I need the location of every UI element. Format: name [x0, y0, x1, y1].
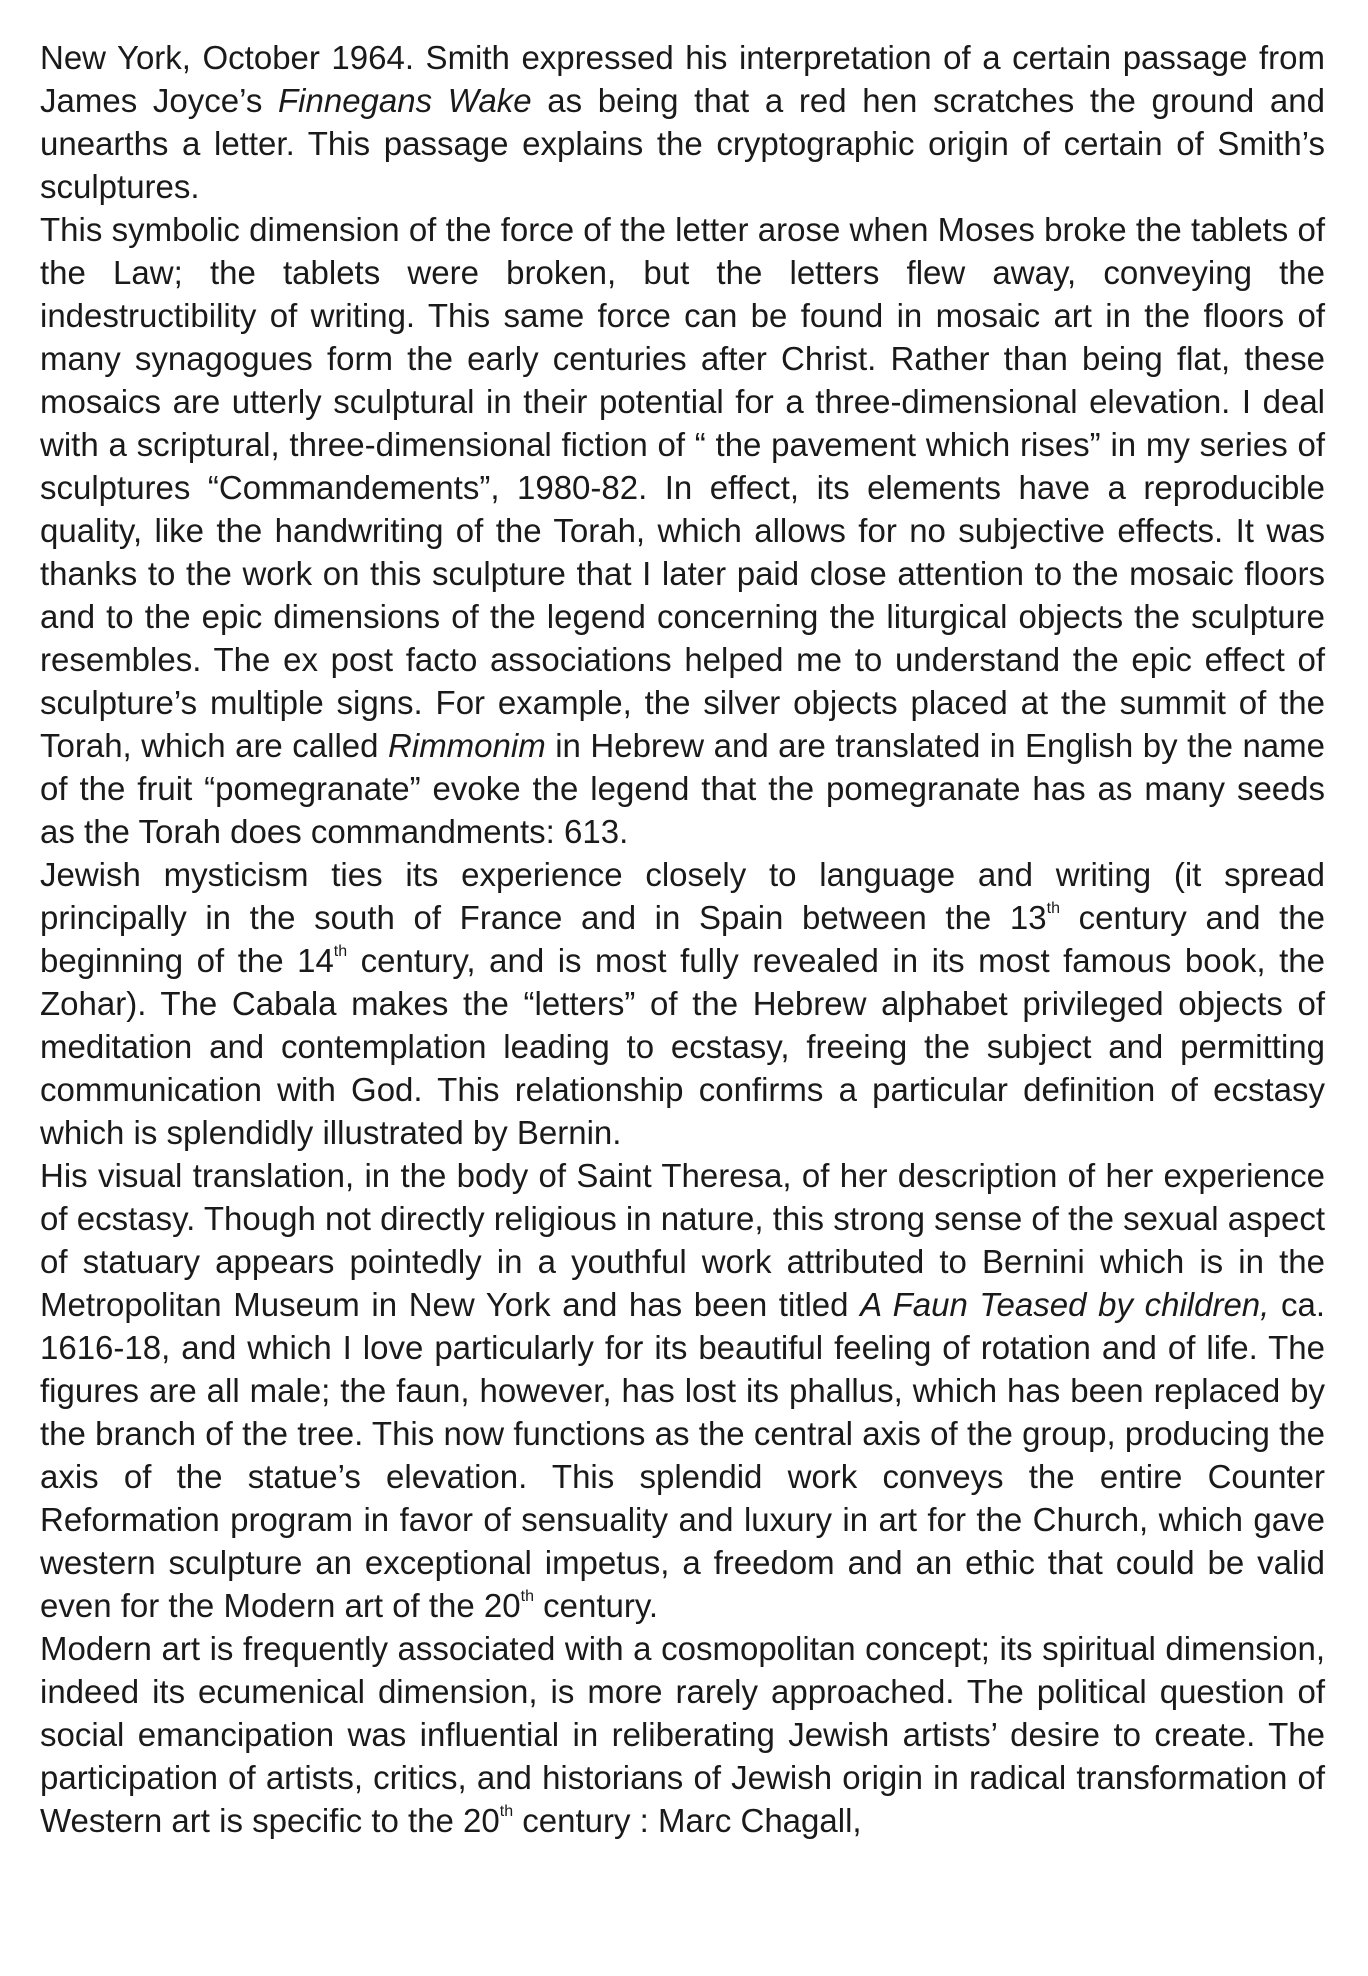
paragraph: [40, 1627, 1325, 1842]
text-run: century : Marc Chagall,: [513, 1802, 862, 1839]
text-run: ca. 1616-18, and which I love particularly for its beautiful feeling of rotation and of life. The figures are all male; the faun, however, has lost its phallus, which has been replaced by the branch of the tree. This now functions as the central axis of the group, producing the axis of the statue’s elevation. This splendid work conveys the entire Counter Reformation program in favor of sensuality and luxury in art for the Church, which gave western sculpture an exceptional impetus, a freedom and an ethic that could be valid even for the Modern art of the 20: [40, 1286, 1325, 1624]
paragraph: [40, 36, 1325, 208]
body-text: [40, 36, 1325, 1842]
text-run: in Hebrew and are translated in English by the name of the fruit “pomegranate” evoke the legend that the pomegranate has as many seeds as the Torah does commandments: 613.: [40, 727, 1326, 850]
paragraph: [40, 1154, 1325, 1627]
text-run: century, and is most fully revealed in its most famous book, the Zohar). The Cabala makes the “letters” of the Hebrew alphabet privileged objects of meditation and contemplation leading to ecstasy, freeing the subject and permitting communication with God. This relationship confirms a particular definition of ecstasy which is splendidly illustrated by Bernin.: [40, 942, 1325, 1151]
paragraph: [40, 853, 1325, 1154]
text-run: as being that a red hen scratches the ground and unearths a letter. This passage explains the cryptographic origin of certain of Smith’s sculptures.: [40, 82, 1325, 205]
italic-text: Finnegans Wake: [278, 82, 532, 119]
italic-text: Rimmonim: [388, 727, 546, 764]
paragraph: [40, 208, 1325, 853]
text-run: His visual translation, in the body of Saint Theresa, of her description of her experience of ecstasy. Though not directly religious in nature, this strong sense of the sexual aspect of statuary appears pointedly in a youthful work attributed to Bernini which is in the Metropolitan Museum in New York and has been titled: [40, 1157, 1325, 1323]
italic-text: A Faun Teased by children,: [860, 1286, 1270, 1323]
ordinal-suffix: th: [333, 943, 348, 960]
text-run: New York, October 1964. Smith expressed his interpretation of a certain passage from James Joyce’s: [40, 39, 1325, 119]
ordinal-suffix: th: [499, 1803, 514, 1820]
ordinal-suffix: th: [1046, 900, 1060, 917]
text-run: This symbolic dimension of the force of the letter arose when Moses broke the tablets of the Law; the tablets were broken, but the letters flew away, conveying the indestructibility of writing. This same force can be found in mosaic art in the floors of many synagogues form the early centuries after Christ. Rather than being flat, these mosaics are utterly sculptural in their potential for a three-dimensional elevation. I deal with a scriptural, three-dimensional fiction of “ the pavement which rises” in my series of sculptures “Commandements”, 1980-82. In effect, its elements have a reproducible quality, like the handwriting of the Torah, which allows for no subjective effects. It was thanks to the work on this sculpture that I later paid close attention to the mosaic floors and to the epic dimensions of the legend concerning the liturgical objects the sculpture resembles. The ex post facto associations helped me to understand the epic effect of sculpture’s multiple signs. For example, the silver objects placed at the summit of the Torah, which are called: [40, 211, 1325, 764]
text-run: century.: [533, 1587, 659, 1624]
text-run: century and the beginning of the 14: [40, 899, 1325, 979]
text-run: Modern art is frequently associated with a cosmopolitan concept; its spiritual dimension, indeed its ecumenical dimension, is more rarely approached. The political question of social emancipation was influential in reliberating Jewish artists’ desire to create. The participation of artists, critics, and historians of Jewish origin in radical transformation of Western art is specific to the 20: [40, 1630, 1325, 1839]
text-run: Jewish mysticism ties its experience closely to language and writing (it spread principally in the south of France and in Spain between the 13: [40, 856, 1325, 936]
ordinal-suffix: th: [520, 1588, 534, 1605]
